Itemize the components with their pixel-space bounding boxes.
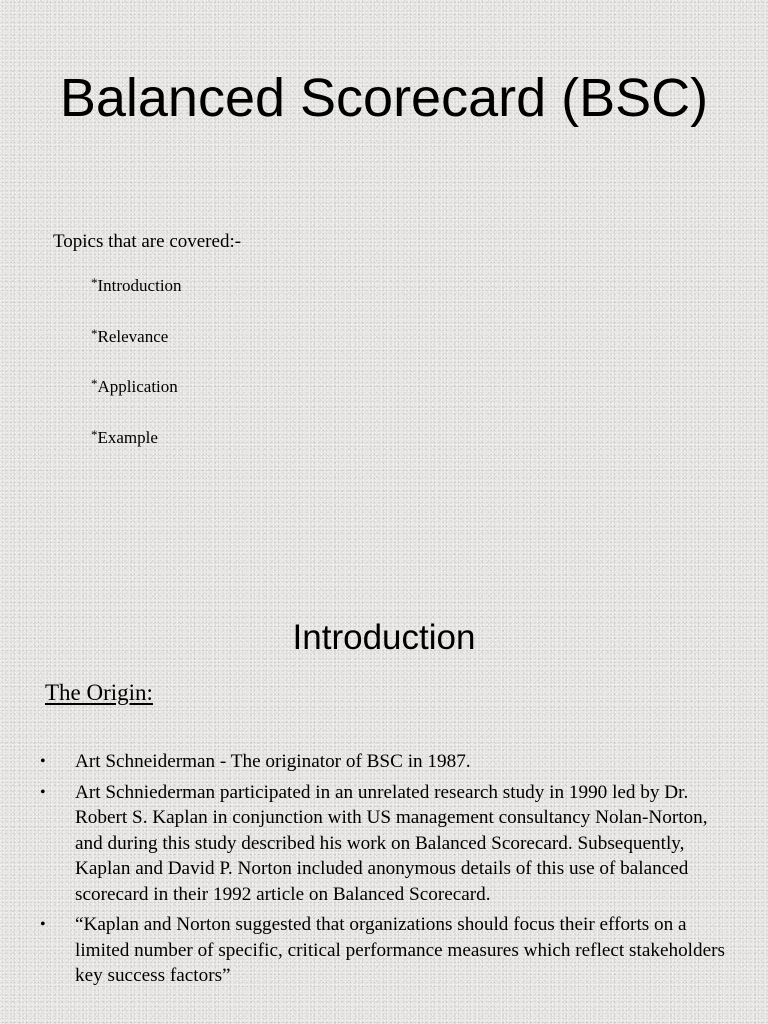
topic-label: Introduction — [97, 276, 182, 295]
section-title: Introduction — [292, 618, 476, 657]
slide-title: Balanced Scorecard (BSC) — [59, 68, 709, 128]
topic-label: Example — [97, 427, 158, 447]
bullet-dot-icon: • — [40, 916, 46, 933]
bullet-item — [40, 749, 730, 775]
bullet-dot-icon: • — [40, 783, 46, 801]
origin-bullet-list — [40, 749, 730, 994]
topic-item — [91, 375, 182, 426]
bullet-text: “Kaplan and Norton suggested that organizations should focus their efforts on a limited number of specific, critical performance measures which reflect stakeholders key success factors” — [75, 914, 725, 986]
bullet-dot-icon: • — [40, 753, 46, 770]
origin-subheading: The Origin: — [45, 680, 153, 705]
asterisk-marker: * — [91, 275, 98, 290]
asterisk-marker: * — [91, 376, 98, 391]
asterisk-marker: * — [91, 426, 98, 442]
topic-item — [91, 426, 182, 477]
asterisk-marker: * — [91, 325, 98, 341]
bullet-text: Art Schniederman participated in an unrelated research study in 1990 led by Dr. Robert S. Kaplan in conjunction with US management consultancy Nolan-Norton, and during this study described his work on Balanced Scorecard. Subsequently, Kaplan and David P. Norton included anonymous details of this use of balanced scorecard in their 1992 article on Balanced Scorecard. — [75, 781, 708, 905]
topic-item — [91, 325, 182, 376]
topics-heading: Topics that are covered:- — [53, 231, 242, 252]
bullet-item — [40, 780, 730, 908]
topic-label: Relevance — [97, 326, 169, 346]
topic-list — [91, 274, 182, 476]
topic-label: Application — [97, 377, 178, 396]
bullet-item — [40, 912, 730, 989]
topic-item — [91, 274, 182, 325]
bullet-text: Art Schneiderman - The originator of BSC in 1987. — [75, 751, 471, 772]
